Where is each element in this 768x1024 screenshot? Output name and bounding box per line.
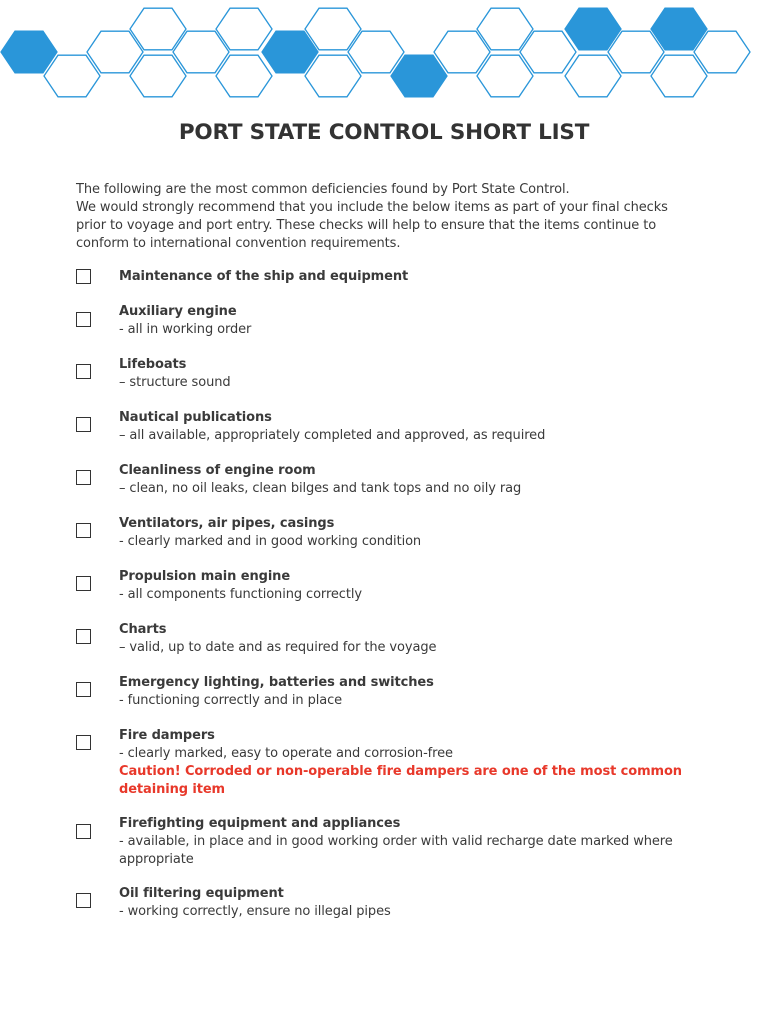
item-title: Fire dampers <box>119 728 215 743</box>
hexagon-banner <box>0 0 768 110</box>
checkbox[interactable] <box>76 417 91 432</box>
outline-hexagon <box>477 55 533 97</box>
checkbox[interactable] <box>76 824 91 839</box>
item-description: - all in working order <box>119 322 252 337</box>
item-title: Charts <box>119 622 167 637</box>
checkbox[interactable] <box>76 735 91 750</box>
checkbox[interactable] <box>76 470 91 485</box>
checkbox[interactable] <box>76 269 91 284</box>
item-title: Cleanliness of engine room <box>119 463 316 478</box>
checkbox[interactable] <box>76 576 91 591</box>
item-title: Auxiliary engine <box>119 304 237 319</box>
outline-hexagon <box>477 8 533 50</box>
item-description: - available, in place and in good working order with valid recharge date marked where <box>119 834 673 849</box>
filled-hexagon <box>262 31 318 73</box>
item-description: appropriate <box>119 852 194 867</box>
intro-line: conform to international convention requirements. <box>76 236 401 251</box>
outline-hexagon <box>216 8 272 50</box>
item-description: – structure sound <box>119 375 231 390</box>
outline-hexagon <box>130 8 186 50</box>
item-description: – clean, no oil leaks, clean bilges and tank tops and no oily rag <box>119 481 522 496</box>
item-description: - working correctly, ensure no illegal pipes <box>119 904 391 919</box>
outline-hexagon <box>565 55 621 97</box>
outline-hexagon <box>305 55 361 97</box>
outline-hexagon <box>694 31 750 73</box>
checkbox[interactable] <box>76 893 91 908</box>
outline-hexagon <box>173 31 229 73</box>
outline-hexagon <box>87 31 143 73</box>
item-description: - functioning correctly and in place <box>119 693 343 708</box>
item-title: Lifeboats <box>119 357 187 372</box>
checkbox[interactable] <box>76 312 91 327</box>
intro-paragraph <box>76 181 696 253</box>
item-title: Propulsion main engine <box>119 569 291 584</box>
filled-hexagon <box>1 31 57 73</box>
caution-text: detaining item <box>119 782 225 797</box>
item-title: Firefighting equipment and appliances <box>119 816 401 831</box>
item-title: Maintenance of the ship and equipment <box>119 269 409 284</box>
item-title: Ventilators, air pipes, casings <box>119 516 335 531</box>
filled-hexagon <box>565 8 621 50</box>
item-title: Oil filtering equipment <box>119 886 284 901</box>
outline-hexagon <box>305 8 361 50</box>
checkbox[interactable] <box>76 682 91 697</box>
outline-hexagon <box>348 31 404 73</box>
outline-hexagon <box>44 55 100 97</box>
outline-hexagon <box>130 55 186 97</box>
checkbox[interactable] <box>76 629 91 644</box>
outline-hexagon <box>216 55 272 97</box>
item-description: - clearly marked, easy to operate and corrosion-free <box>119 746 453 761</box>
outline-hexagon <box>520 31 576 73</box>
outline-hexagon <box>608 31 664 73</box>
intro-line: prior to voyage and port entry. These checks will help to ensure that the items continue to <box>76 218 657 233</box>
item-description: – valid, up to date and as required for the voyage <box>119 640 437 655</box>
item-description: - all components functioning correctly <box>119 587 362 602</box>
page-title: PORT STATE CONTROL SHORT LIST <box>178 120 590 145</box>
filled-hexagon <box>391 55 447 97</box>
item-description: - clearly marked and in good working condition <box>119 534 422 549</box>
checkbox[interactable] <box>76 523 91 538</box>
item-description: – all available, appropriately completed and approved, as required <box>119 428 546 443</box>
outline-hexagon <box>434 31 490 73</box>
checkbox[interactable] <box>76 364 91 379</box>
outline-hexagon <box>651 55 707 97</box>
item-title: Emergency lighting, batteries and switches <box>119 675 434 690</box>
item-title: Nautical publications <box>119 410 272 425</box>
intro-line: We would strongly recommend that you include the below items as part of your final checks <box>76 200 668 215</box>
caution-text: Caution! Corroded or non-operable fire dampers are one of the most common <box>119 764 682 779</box>
intro-line: The following are the most common deficiencies found by Port State Control. <box>76 182 570 197</box>
filled-hexagon <box>651 8 707 50</box>
